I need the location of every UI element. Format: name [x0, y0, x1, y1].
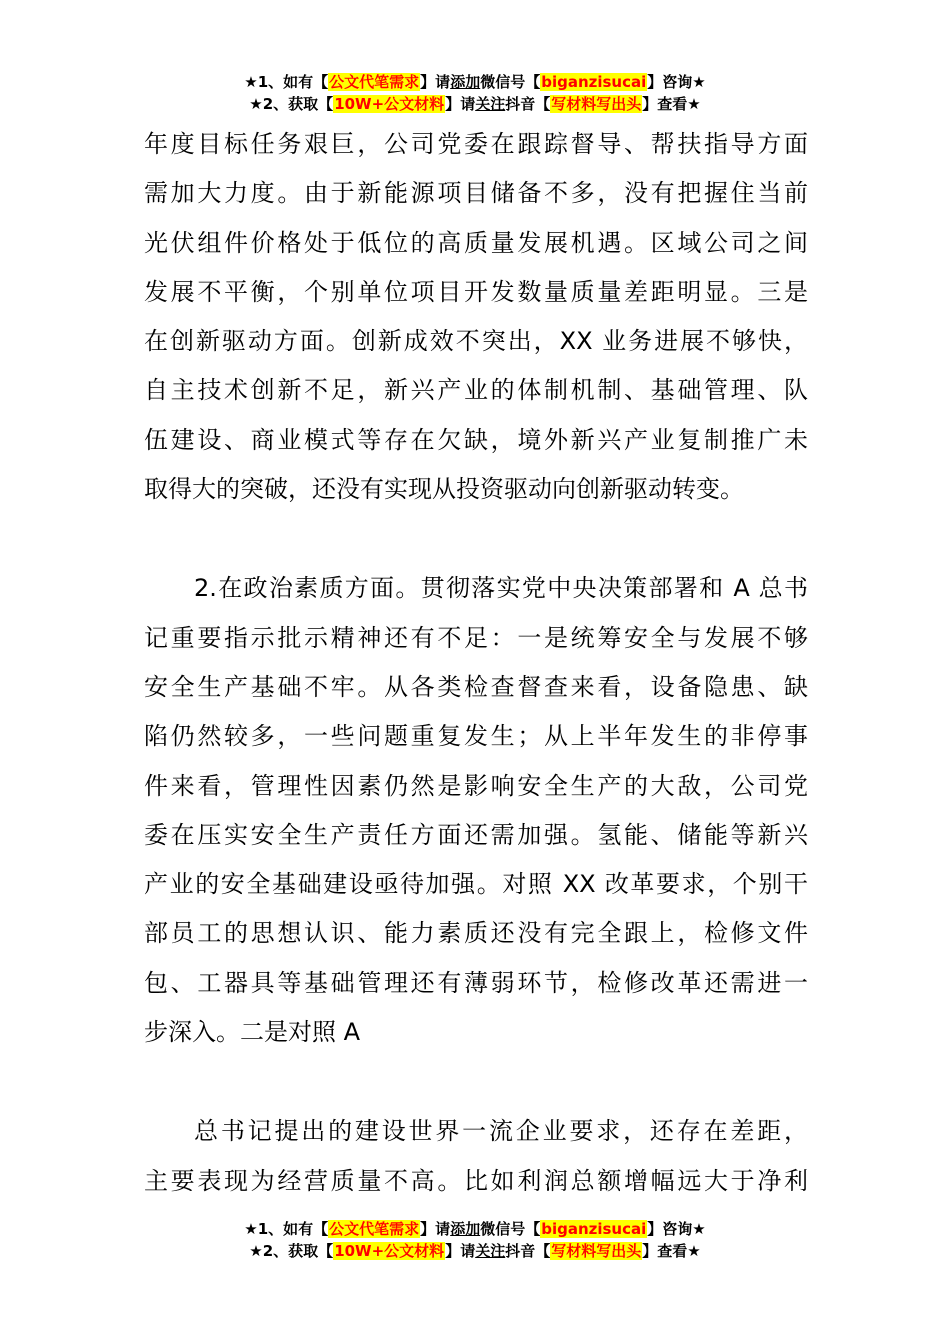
text-line: 总书记提出的建设世界一流企业要求，还存在差距， [194, 1117, 808, 1146]
text-line: 2.在政治素质方面。贯彻落实党中央决策部署和 A 总书 [194, 574, 808, 603]
text-line: 发展不平衡，个别单位项目开发数量质量差距明显。三是 [144, 277, 808, 306]
paragraph-world-class [144, 1107, 808, 1206]
banner-highlight-douyin-account: 写材料写出头 [551, 95, 642, 113]
text-line: 包、工器具等基础管理还有薄弱环节，检修改革还需进一 [144, 968, 808, 997]
footer-banner [0, 1218, 950, 1262]
paragraph-continuation [144, 120, 808, 514]
text-line: 件来看，管理性因素仍然是影响安全生产的大敌，公司党 [144, 771, 808, 800]
banner-highlight-writing-service: 公文代笔需求 [329, 73, 420, 91]
banner-highlight-materials: 10W+公文材料 [334, 95, 445, 113]
paragraph-gap [144, 514, 808, 564]
text-line: 自主技术创新不足，新兴产业的体制机制、基础管理、队 [144, 376, 808, 405]
text-line: 记重要指示批示精神还有不足：一是统筹安全与发展不够 [144, 623, 808, 652]
text-line: 步深入。二是对照 A [144, 1018, 361, 1047]
text-line: 伍建设、商业模式等存在欠缺，境外新兴产业复制推广未 [144, 425, 808, 454]
banner-line-1: ★1、如有【公文代笔需求】请添加微信号【biganzisucai】咨询★ [244, 1220, 706, 1238]
banner-highlight-materials: 10W+公文材料 [334, 1242, 445, 1260]
text-line: 在创新驱动方面。创新成效不突出，XX 业务进展不够快， [144, 327, 808, 356]
document-body [144, 120, 808, 1206]
banner-highlight-douyin-account: 写材料写出头 [551, 1242, 642, 1260]
text-line: 取得大的突破，还没有实现从投资驱动向创新驱动转变。 [144, 475, 744, 504]
text-line: 委在压实安全生产责任方面还需加强。氢能、储能等新兴 [144, 820, 808, 849]
text-line: 光伏组件价格处于低位的高质量发展机遇。区域公司之间 [144, 228, 808, 257]
banner-highlight-wechat-id: biganzisucai [541, 1220, 647, 1238]
text-line: 年度目标任务艰巨，公司党委在跟踪督导、帮扶指导方面 [144, 130, 808, 158]
paragraph-gap [144, 1057, 808, 1107]
text-line: 主要表现为经营质量不高。比如利润总额增幅远大于净利 [144, 1166, 808, 1195]
text-line: 安全生产基础不牢。从各类检查督查来看，设备隐患、缺 [144, 672, 808, 701]
header-banner [0, 71, 950, 115]
text-line: 陷仍然较多，一些问题重复发生；从上半年发生的非停事 [144, 722, 808, 751]
banner-highlight-writing-service: 公文代笔需求 [329, 1220, 420, 1238]
banner-line-1: ★1、如有【公文代笔需求】请添加微信号【biganzisucai】咨询★ [244, 73, 706, 91]
paragraph-political-quality [144, 564, 808, 1057]
banner-line-2: ★2、获取【10W+公文材料】请关注抖音【写材料写出头】查看★ [249, 95, 701, 113]
banner-line-2: ★2、获取【10W+公文材料】请关注抖音【写材料写出头】查看★ [249, 1242, 701, 1260]
text-line: 产业的安全基础建设亟待加强。对照 XX 改革要求，个别干 [144, 870, 808, 899]
text-line: 部员工的思想认识、能力素质还没有完全跟上，检修文件 [144, 919, 808, 948]
text-line: 需加大力度。由于新能源项目储备不多，没有把握住当前 [144, 179, 808, 208]
banner-highlight-wechat-id: biganzisucai [541, 73, 647, 91]
